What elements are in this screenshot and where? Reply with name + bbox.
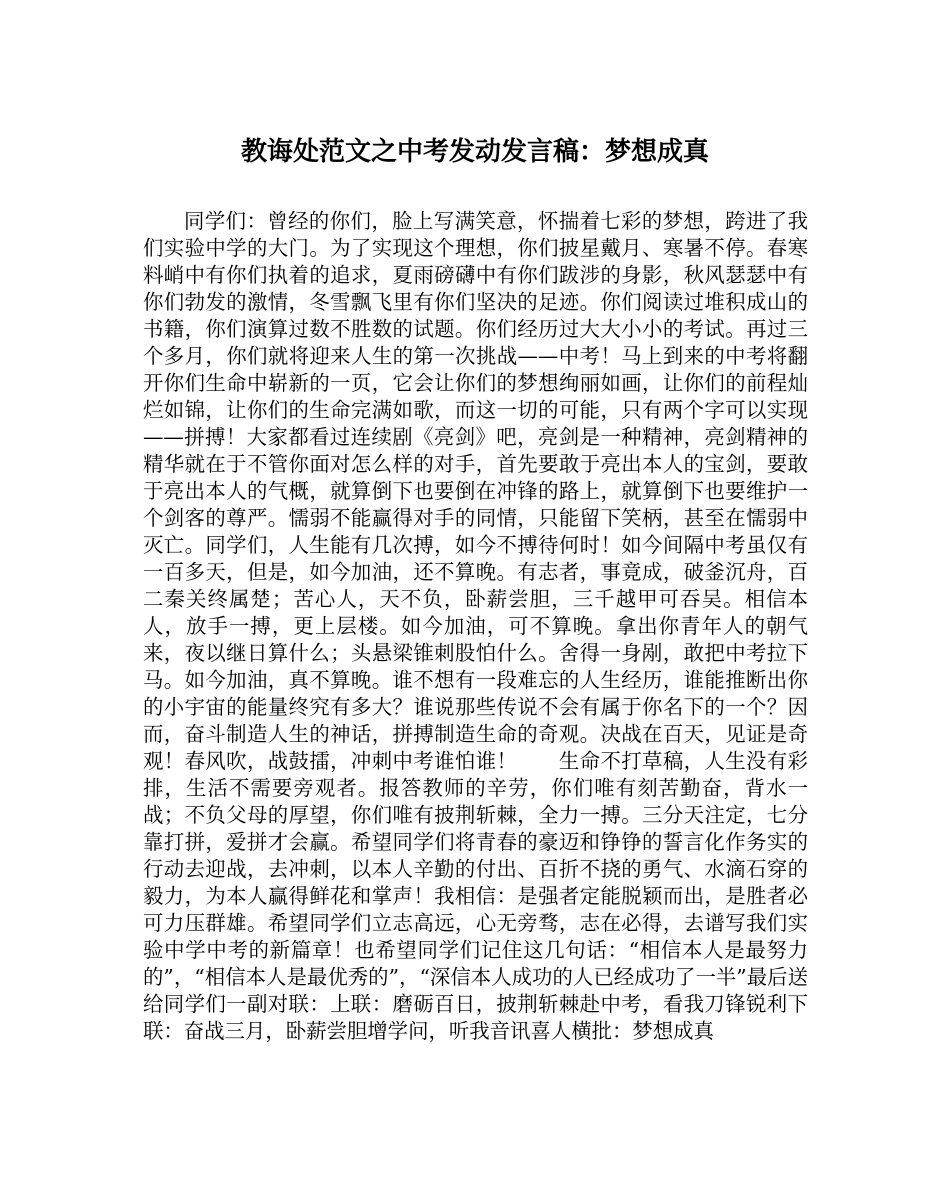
document-body-paragraph: 同学们：曾经的你们，脸上写满笑意，怀揣着七彩的梦想，跨进了我们实验中学的大门。为了实现这个理想，你们披星戴月、寒暑不停。春寒料峭中有你们执着的追求，夏雨磅礴中有你们跋涉的身影，秋风瑟瑟中有你们勃发的激情，冬雪飘飞里有你们坚决的足迹。你们阅读过堆积成山的书籍，你们演算过数不胜数的试题。你们经历过大大小小的考试。再过三个多月，你们就将迎来人生的第一次挑战——中考！马上到来的中考将翻开你们生命中崭新的一页，它会让你们的梦想绚丽如画，让你们的前程灿烂如锦，让你们的生命完满如歌，而这一切的可能，只有两个字可以实现——拼搏！大家都看过连续剧《亮剑》吧，亮剑是一种精神，亮剑精神的精华就在于不管你面对怎么样的对手，首先要敢于亮出本人的宝剑，要敢于亮出本人的气概，就算倒下也要倒在冲锋的路上，就算倒下也要维护一个剑客的尊严。懦弱不能赢得对手的同情，只能留下笑柄，甚至在懦弱中灭亡。同学们，人生能有几次搏，如今不搏待何时！如今间隔中考虽仅有一百多天，但是，如今加油，还不算晚。有志者，事竟成，破釜沉舟，百二秦关终属楚；苦心人，天不负，卧薪尝胆，三千越甲可吞吴。相信本人，放手一搏，更上层楼。如今加油，可不算晚。拿出你青年人的朝气来，夜以继日算什么；头悬梁锥刺股怕什么。舍得一身剐，敢把中考拉下马。如今加油，真不算晚。谁不想有一段难忘的人生经历，谁能推断出你的小宇宙的能量终究有多大？谁说那些传说不会有属于你名下的一个？因而，奋斗制造人生的神话，拼搏制造生命的奇观。决战在百天，见证是奇观！春风吹，战鼓擂，冲刺中考谁怕谁！ 生命不打草稿，人生没有彩排，生活不需要旁观者。报答教师的辛劳，你们唯有刻苦勤奋，背水一战；不负父母的厚望，你们唯有披荆斩棘，全力一搏。三分天注定，七分靠打拼，爱拼才会赢。希望同学们将青春的豪迈和铮铮的誓言化作务实的行动去迎战，去冲刺，以本人辛勤的付出、百折不挠的勇气、水滴石穿的毅力，为本人赢得鲜花和掌声！我相信：是强者定能脱颖而出，是胜者必可力压群雄。希望同学们立志高远，心无旁骛，志在必得，去谱写我们实验中学中考的新篇章！也希望同学们记住这几句话：“相信本人是最努力的”，“相信本人是最优秀的”，“深信本人成功的人已经成功了一半”最后送给同学们一副对联：上联：磨砺百日，披荆斩棘赴中考，看我刀锋锐利下联：奋战三月，卧薪尝胆增学问，听我音讯喜人横批：梦想成真 — [143, 209, 808, 1043]
document-title: 教诲处范文之中考发动发言稿：梦想成真 — [240, 137, 709, 167]
